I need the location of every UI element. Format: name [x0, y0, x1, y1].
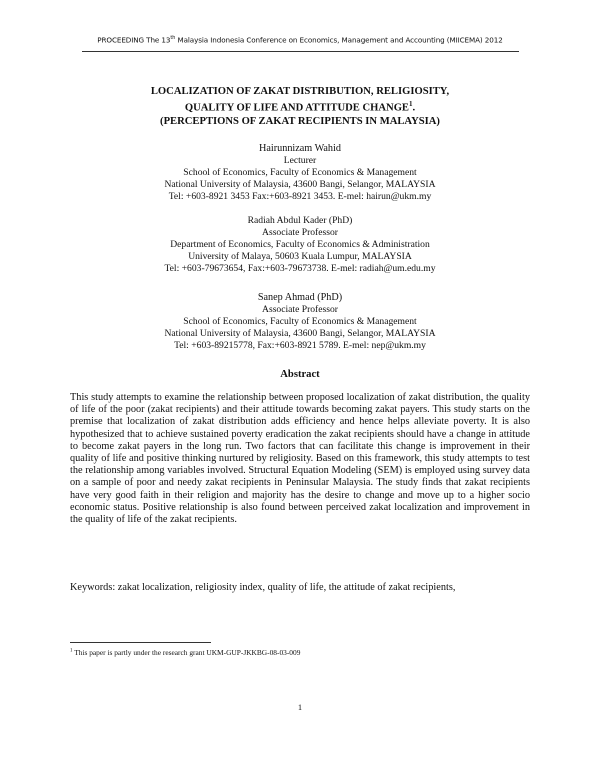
footnote-text: This paper is partly under the research grant UKM-GUP-JKKBG-08-03-009 [72, 648, 301, 657]
author-block-2 [0, 215, 600, 275]
author-institution: University of Malaya, 50603 Kuala Lumpur, MALAYSIA [188, 251, 412, 262]
author-name: Radiah Abdul Kader (PhD) [247, 215, 353, 226]
title-line-3: (PERCEPTIONS OF ZAKAT RECIPIENTS IN MALAYSIA) [160, 115, 440, 127]
title-line-2 [0, 98, 600, 115]
abstract-body: This study attempts to examine the relationship between proposed localization of zakat distribution, the quality of life of the poor (zakat recipients) and their attitude towards becoming zakat payers. This study starts on the premise that localization of zakat distribution adds efficiency and hence helps alleviate poverty. It is also hypothesized that to achieve sustained poverty eradication the zakat recipients should have a change in attitude to become zakat payers in the long run. Two factors that can facilitate this change is improvement in their quality of life and positive thinking nurtured by religiosity. Based on this framework, this study attempts to test the relationship among variables involved. Structural Equation Modeling (SEM) is employed using survey data on a sample of poor and needy zakat recipients in Peninsular Malaysia. The study finds that zakat recipients have very good faith in their religion and majority has the desire to change and move up to a higher socio economic status. Positive relationship is also found between perceived zakat localization and improvement in the quality of life of the zakat recipients. [70, 392, 530, 526]
running-header [0, 35, 600, 44]
author-department: School of Economics, Faculty of Economics & Management [183, 167, 417, 178]
footnote-ref[interactable]: 1 [409, 100, 413, 108]
paper-title [0, 85, 600, 128]
title-line-2-text: QUALITY OF LIFE AND ATTITUDE CHANGE [184, 102, 409, 114]
author-institution: National University of Malaysia, 43600 Bangi, Selangor, MALAYSIA [164, 179, 436, 190]
author-block-1 [0, 143, 600, 203]
author-position: Associate Professor [262, 304, 338, 315]
footnote-marker: 1 [70, 648, 73, 654]
author-position: Associate Professor [262, 227, 338, 238]
author-position: Lecturer [283, 155, 317, 166]
header-divider [82, 51, 519, 52]
header-prefix: PROCEEDING The 13 [97, 35, 171, 45]
title-line-1: LOCALIZATION OF ZAKAT DISTRIBUTION, RELIGIOSITY, [150, 86, 450, 97]
author-contact: Tel: +603-89215778, Fax:+603-8921 5789. E-mel: nep@ukm.my [174, 340, 426, 351]
author-contact: Tel: +603-8921 3453 Fax:+603-8921 3453. E-mel: hairun@ukm.my [168, 191, 432, 202]
footnote [70, 648, 530, 657]
title-line-2-period: . [412, 102, 416, 114]
keywords: Keywords: zakat localization, religiosity index, quality of life, the attitude of zakat recipients, [70, 582, 456, 593]
author-name: Sanep Ahmad (PhD) [257, 292, 343, 303]
page-number: 1 [297, 702, 303, 712]
header-suffix: Malaysia Indonesia Conference on Economics, Management and Accounting (MIICEMA) 2012 [175, 35, 503, 45]
header-superscript: th [170, 35, 176, 41]
author-department: Department of Economics, Faculty of Economics & Administration [170, 239, 430, 250]
author-contact: Tel: +603-79673654, Fax:+603-79673738. E-mel: radiah@um.edu.my [164, 263, 436, 274]
author-department: School of Economics, Faculty of Economics & Management [183, 316, 417, 327]
author-name: Hairunnizam Wahid [259, 143, 341, 154]
footnote-divider [70, 642, 211, 643]
abstract-heading: Abstract [280, 369, 320, 380]
author-block-3 [0, 292, 600, 352]
author-institution: National University of Malaysia, 43600 Bangi, Selangor, MALAYSIA [164, 328, 436, 339]
